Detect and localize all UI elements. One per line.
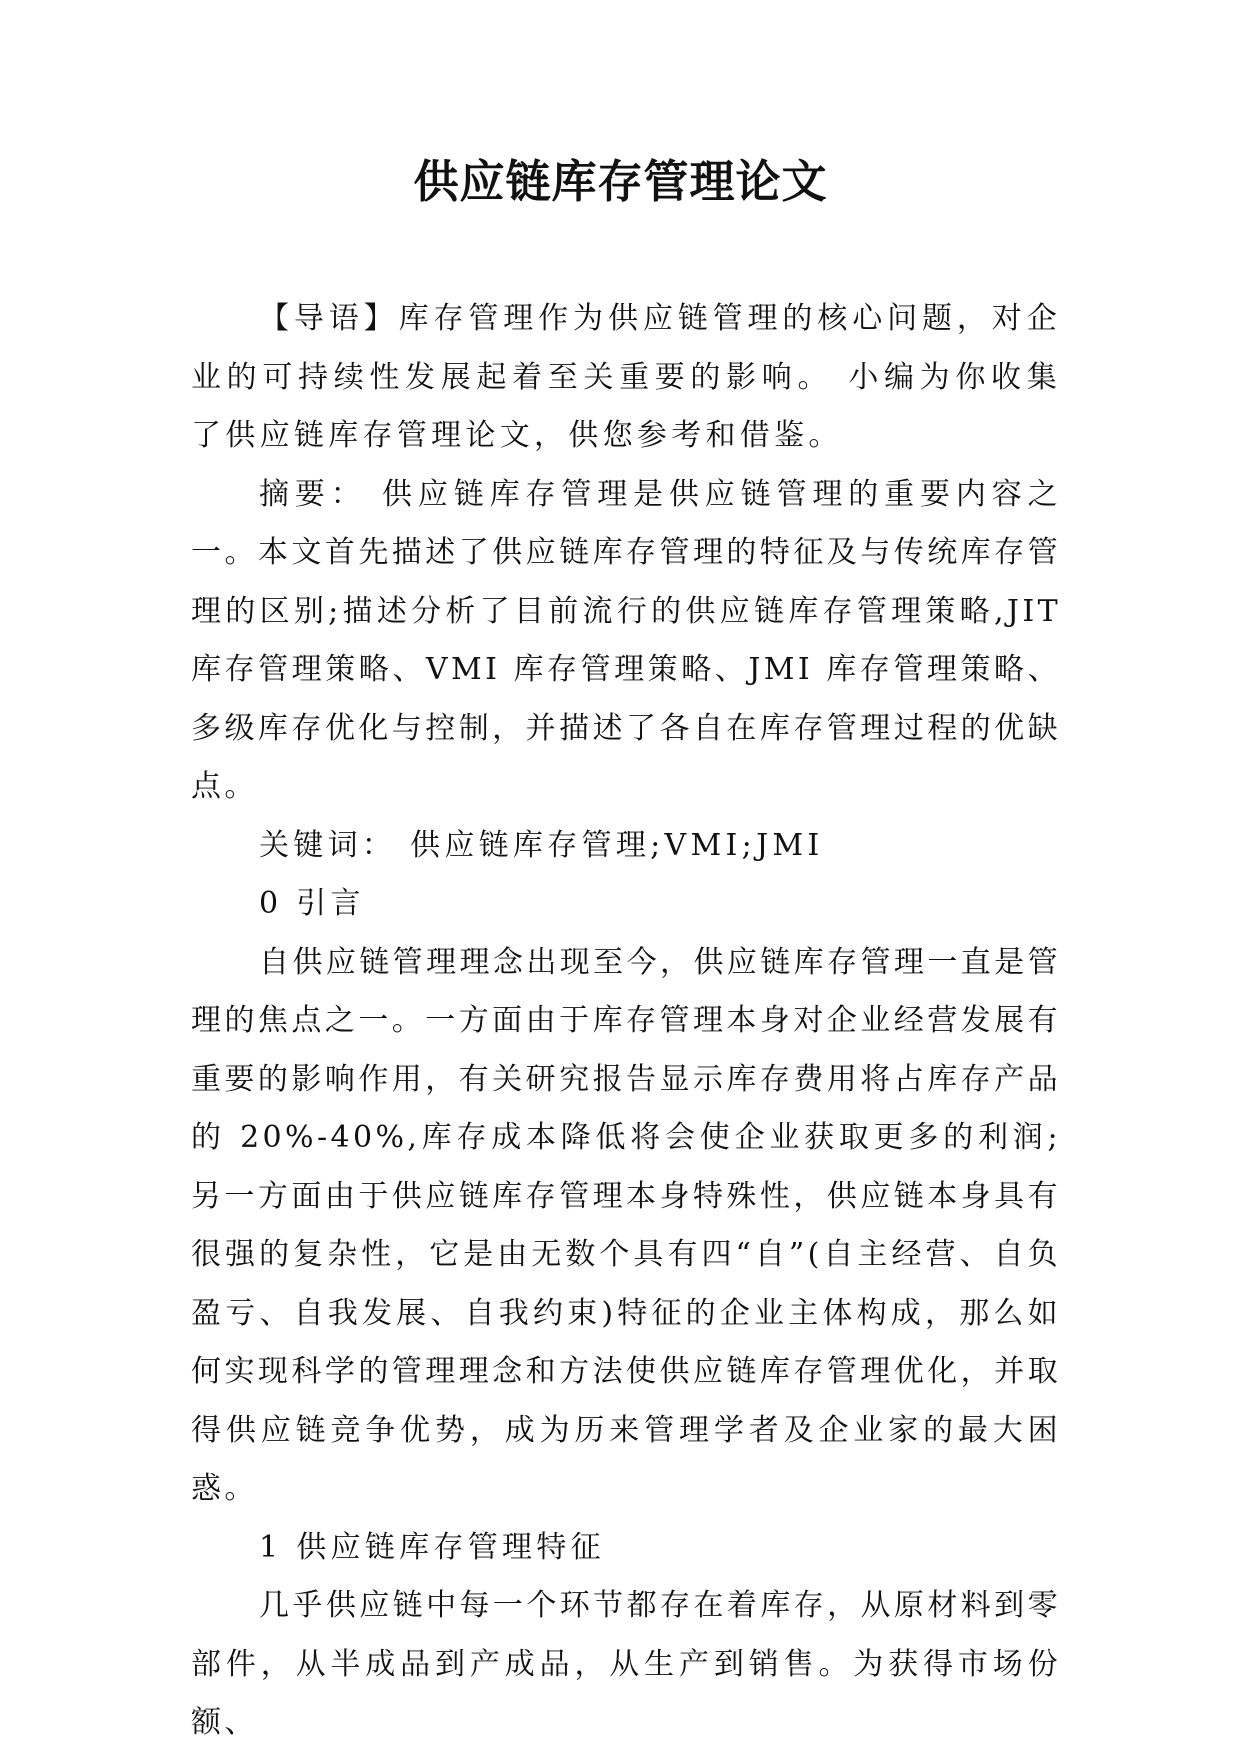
features-paragraph: 几乎供应链中每一个环节都存在着库存，从原材料到零部件，从半成品到产成品，从生产到销售。为获得市场份额、 [191, 1588, 1061, 1740]
document-body [191, 290, 1061, 1753]
section-heading-introduction: 0 引言 [259, 886, 365, 921]
keywords-paragraph: 关键词： 供应链库存管理;VMI;JMI [259, 827, 824, 863]
intro-paragraph: 【导语】库存管理作为供应链管理的核心问题，对企业的可持续性发展起着至关重要的影响。 小编为你收集了供应链库存管理论文，供您参考和借鉴。 [191, 301, 1061, 453]
section-heading-features: 1 供应链库存管理特征 [259, 1529, 605, 1565]
abstract-paragraph: 摘要： 供应链库存管理是供应链管理的重要内容之一。本文首先描述了供应链库存管理的特征及与传统库存管理的区别;描述分析了目前流行的供应链库存管理策略,JIT 库存管理策略、VMI 库存管理策略、JMI 库存管理策略、多级库存优化与控制，并描述了各自在库存管理过程的优缺点。 [191, 476, 1061, 804]
document-title: 供应链库存管理论文 [413, 155, 828, 208]
introduction-paragraph: 自供应链管理理念出现至今，供应链库存管理一直是管理的焦点之一。一方面由于库存管理本身对企业经营发展有重要的影响作用，有关研究报告显示库存费用将占库存产品的 20%-40%,库存成本降低将会使企业获取更多的利润;另一方面由于供应链库存管理本身特殊性，供应链本身具有很强的复杂性，它是由无数个具有四“自”(自主经营、自负盈亏、自我发展、自我约束)特征的企业主体构成，那么如何实现科学的管理理念和方法使供应链库存管理优化，并取得供应链竞争优势，成为历来管理学者及企业家的最大困惑。 [191, 944, 1061, 1506]
